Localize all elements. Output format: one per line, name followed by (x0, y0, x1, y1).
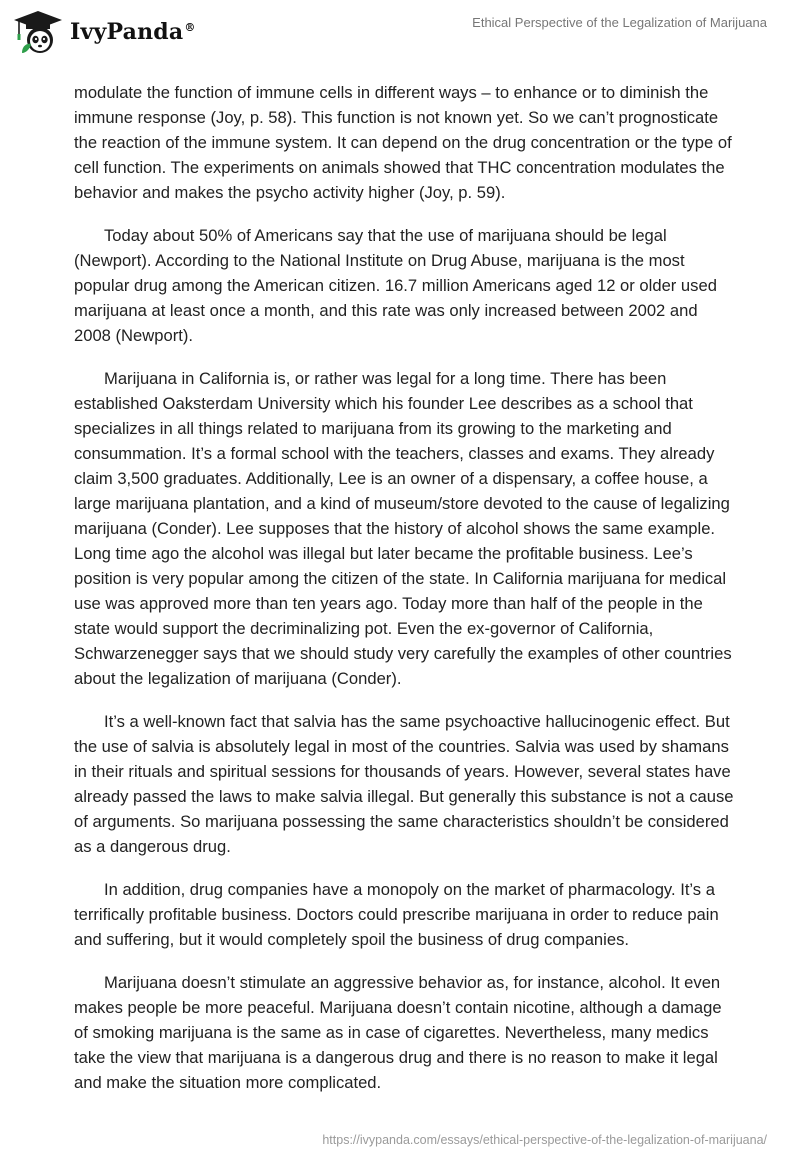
paragraph: Marijuana in California is, or rather was legal for a long time. There has been established Oaksterdam University which his founder Lee describes as a school that specializes in all things related to marijuana from its growing to the marketing and consummation. It’s a formal school with the teachers, classes and exams. They already claim 3,500 graduates. Additionally, Lee is an owner of a dispensary, a coffee house, a large marijuana plantation, and a kind of museum/store devoted to the cause of legalizing marijuana (Conder). Lee supposes that the history of alcohol shows the same example. Long time ago the alcohol was illegal but later became the profitable business. Lee’s position is very popular among the citizen of the state. In California marijuana for medical use was approved more than ten years ago. Today more than half of the people in the state would support the decriminalizing pot. Even the ex-governor of California, Schwarzenegger says that we should study very carefully the examples of other countries about the legalization of marijuana (Conder). (74, 369, 732, 688)
document-title: Ethical Perspective of the Legalization of Marijuana (472, 15, 767, 30)
brand-name: IvyPanda® (70, 19, 196, 45)
source-url-link[interactable]: https://ivypanda.com/essays/ethical-perspective-of-the-legalization-of-marijuana/ (322, 1133, 767, 1147)
paragraph: Marijuana doesn’t stimulate an aggressive behavior as, for instance, alcohol. It even makes people be more peaceful. Marijuana doesn’t contain nicotine, although a damage of smoking marijuana is the same as in case of cigarettes. Nevertheless, many medics take the view that marijuana is a dangerous drug and there is no reason to make it legal and make the situation more complicated. (74, 973, 722, 1092)
paragraph: In addition, drug companies have a monopoly on the market of pharmacology. It’s a terrifically profitable business. Doctors could prescribe marijuana in order to reduce pain and suffering, but it would completely spoil the business of drug companies. (74, 880, 719, 949)
ivypanda-logo[interactable] (12, 9, 196, 55)
paragraph: It’s a well-known fact that salvia has the same psychoactive hallucinogenic effect. But the use of salvia is absolutely legal in most of the countries. Salvia was used by shamans in their rituals and spiritual sessions for thousands of years. However, several states have already passed the laws to make salvia illegal. But generally this substance is not a cause of arguments. So marijuana possessing the same characteristics shouldn’t be considered as a dangerous drug. (74, 712, 734, 856)
panda-graduate-icon (12, 9, 64, 55)
page-header (0, 0, 800, 70)
paragraph: Today about 50% of Americans say that the use of marijuana should be legal (Newport). According to the National Institute on Drug Abuse, marijuana is the most popular drug among the American citizen. 16.7 million Americans aged 12 or older used marijuana at least once a month, and this rate was only increased between 2002 and 2008 (Newport). (74, 226, 717, 345)
paragraph: modulate the function of immune cells in different ways – to enhance or to diminish the immune response (Joy, p. 58). This function is not known yet. So we can’t prognosticate the reaction of the immune system. It can depend on the drug concentration or the type of cell function. The experiments on animals showed that THC concentration modulates the behavior and makes the psycho activity higher (Joy, p. 59). (74, 83, 732, 202)
essay-body (74, 80, 734, 1113)
